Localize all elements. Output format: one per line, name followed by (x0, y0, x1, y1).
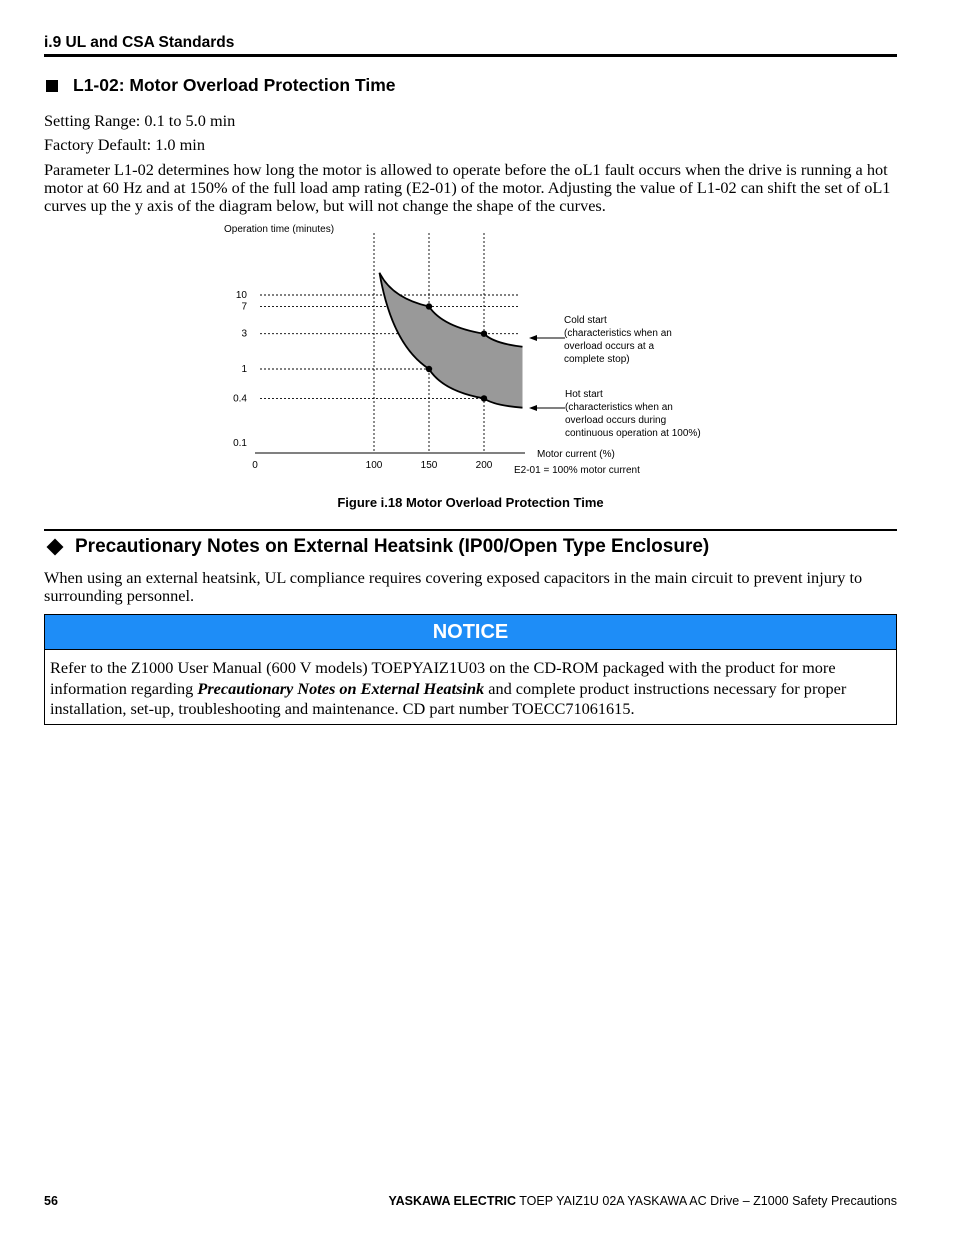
heatsink-paragraph: When using an external heatsink, UL compliance requires covering exposed capacitors in the main circuit to prevent injury to surrounding personnel. (44, 568, 863, 605)
factory-default-text: Factory Default: 1.0 min (44, 135, 205, 154)
annotation-line: complete stop) (564, 354, 630, 365)
overload-chart (215, 218, 735, 483)
footer-brand: YASKAWA ELECTRIC (388, 1194, 517, 1208)
notice-text-after: and complete product instructions necessary for proper installation, set-up, troubleshooting and maintenance. CD part number TOECC71061615. (50, 678, 847, 718)
heatsink-heading-text: Precautionary Notes on External Heatsink (IP00/Open Type Enclosure) (75, 536, 710, 557)
data-point (426, 366, 432, 372)
notice-title: NOTICE (45, 615, 896, 650)
y-axis-title: Operation time (minutes) (224, 224, 335, 235)
x-tick-label: 200 (475, 460, 493, 471)
annotation-line: overload occurs at a (564, 341, 655, 352)
data-point (481, 330, 487, 336)
curve-annotations (529, 315, 701, 439)
x-tick-labels (252, 460, 493, 471)
annotation-line: (characteristics when an (565, 402, 673, 413)
x-axis-note: E2-01 = 100% motor current (514, 465, 640, 476)
x-tick-label: 0 (252, 460, 258, 471)
footer-doc-info (388, 1194, 897, 1208)
y-tick-label: 10 (235, 290, 247, 301)
l102-heading-text: L1-02: Motor Overload Protection Time (73, 75, 396, 95)
y-tick-label: 7 (241, 301, 247, 313)
l102-heading (44, 75, 396, 96)
data-point (426, 303, 432, 309)
arrow-head-icon (529, 405, 537, 411)
header-rule (44, 54, 897, 57)
diamond-bullet-icon (47, 539, 64, 556)
annotation-line: overload occurs during (565, 415, 667, 426)
x-axis-title: Motor current (%) (537, 449, 615, 460)
y-tick-label: 1 (241, 364, 247, 375)
setting-range-text: Setting Range: 0.1 to 5.0 min (44, 111, 236, 130)
annotation-line: (characteristics when an (564, 328, 672, 339)
y-tick-label: 0.4 (233, 393, 247, 405)
arrow-head-icon (529, 335, 537, 341)
annotation-line: Cold start (564, 315, 607, 326)
figure-caption: Figure i.18 Motor Overload Protection Time (337, 495, 604, 510)
x-tick-label: 100 (365, 460, 383, 471)
notice-text-emphasis: Precautionary Notes on External Heatsink (197, 678, 485, 698)
square-bullet-icon (46, 80, 58, 92)
notice-text-before: Refer to the Z1000 User Manual (600 V models) TOEPYAIZ1U03 on the CD-ROM packaged with the product for more information regarding (50, 658, 836, 698)
y-tick-labels (233, 290, 247, 449)
annotation-line: continuous operation at 100%) (565, 428, 701, 439)
heatsink-heading-rule (44, 529, 897, 531)
l102-description: Parameter L1-02 determines how long the motor is allowed to operate before the oL1 fault occurs when the drive is running a hot motor at 60 Hz and at 150% of the full load amp rating (E2-01) of the motor. Adjusting the value of L1-02 can shift the set of oL1 curves up the y axis of the diagram below, but will not change the shape of the curves. (44, 160, 891, 215)
page-number: 56 (44, 1194, 58, 1208)
notice-body (45, 650, 896, 720)
y-tick-label: 0.1 (233, 438, 247, 449)
section-header: i.9 UL and CSA Standards (44, 34, 235, 51)
x-tick-label: 150 (420, 460, 438, 471)
footer-doc-text: TOEP YAIZ1U 02A YASKAWA AC Drive – Z1000 Safety Precautions (516, 1194, 897, 1208)
data-point (481, 395, 487, 401)
y-tick-label: 3 (241, 328, 247, 340)
notice-box (44, 614, 897, 725)
heatsink-heading (44, 536, 709, 558)
annotation-line: Hot start (565, 389, 603, 400)
